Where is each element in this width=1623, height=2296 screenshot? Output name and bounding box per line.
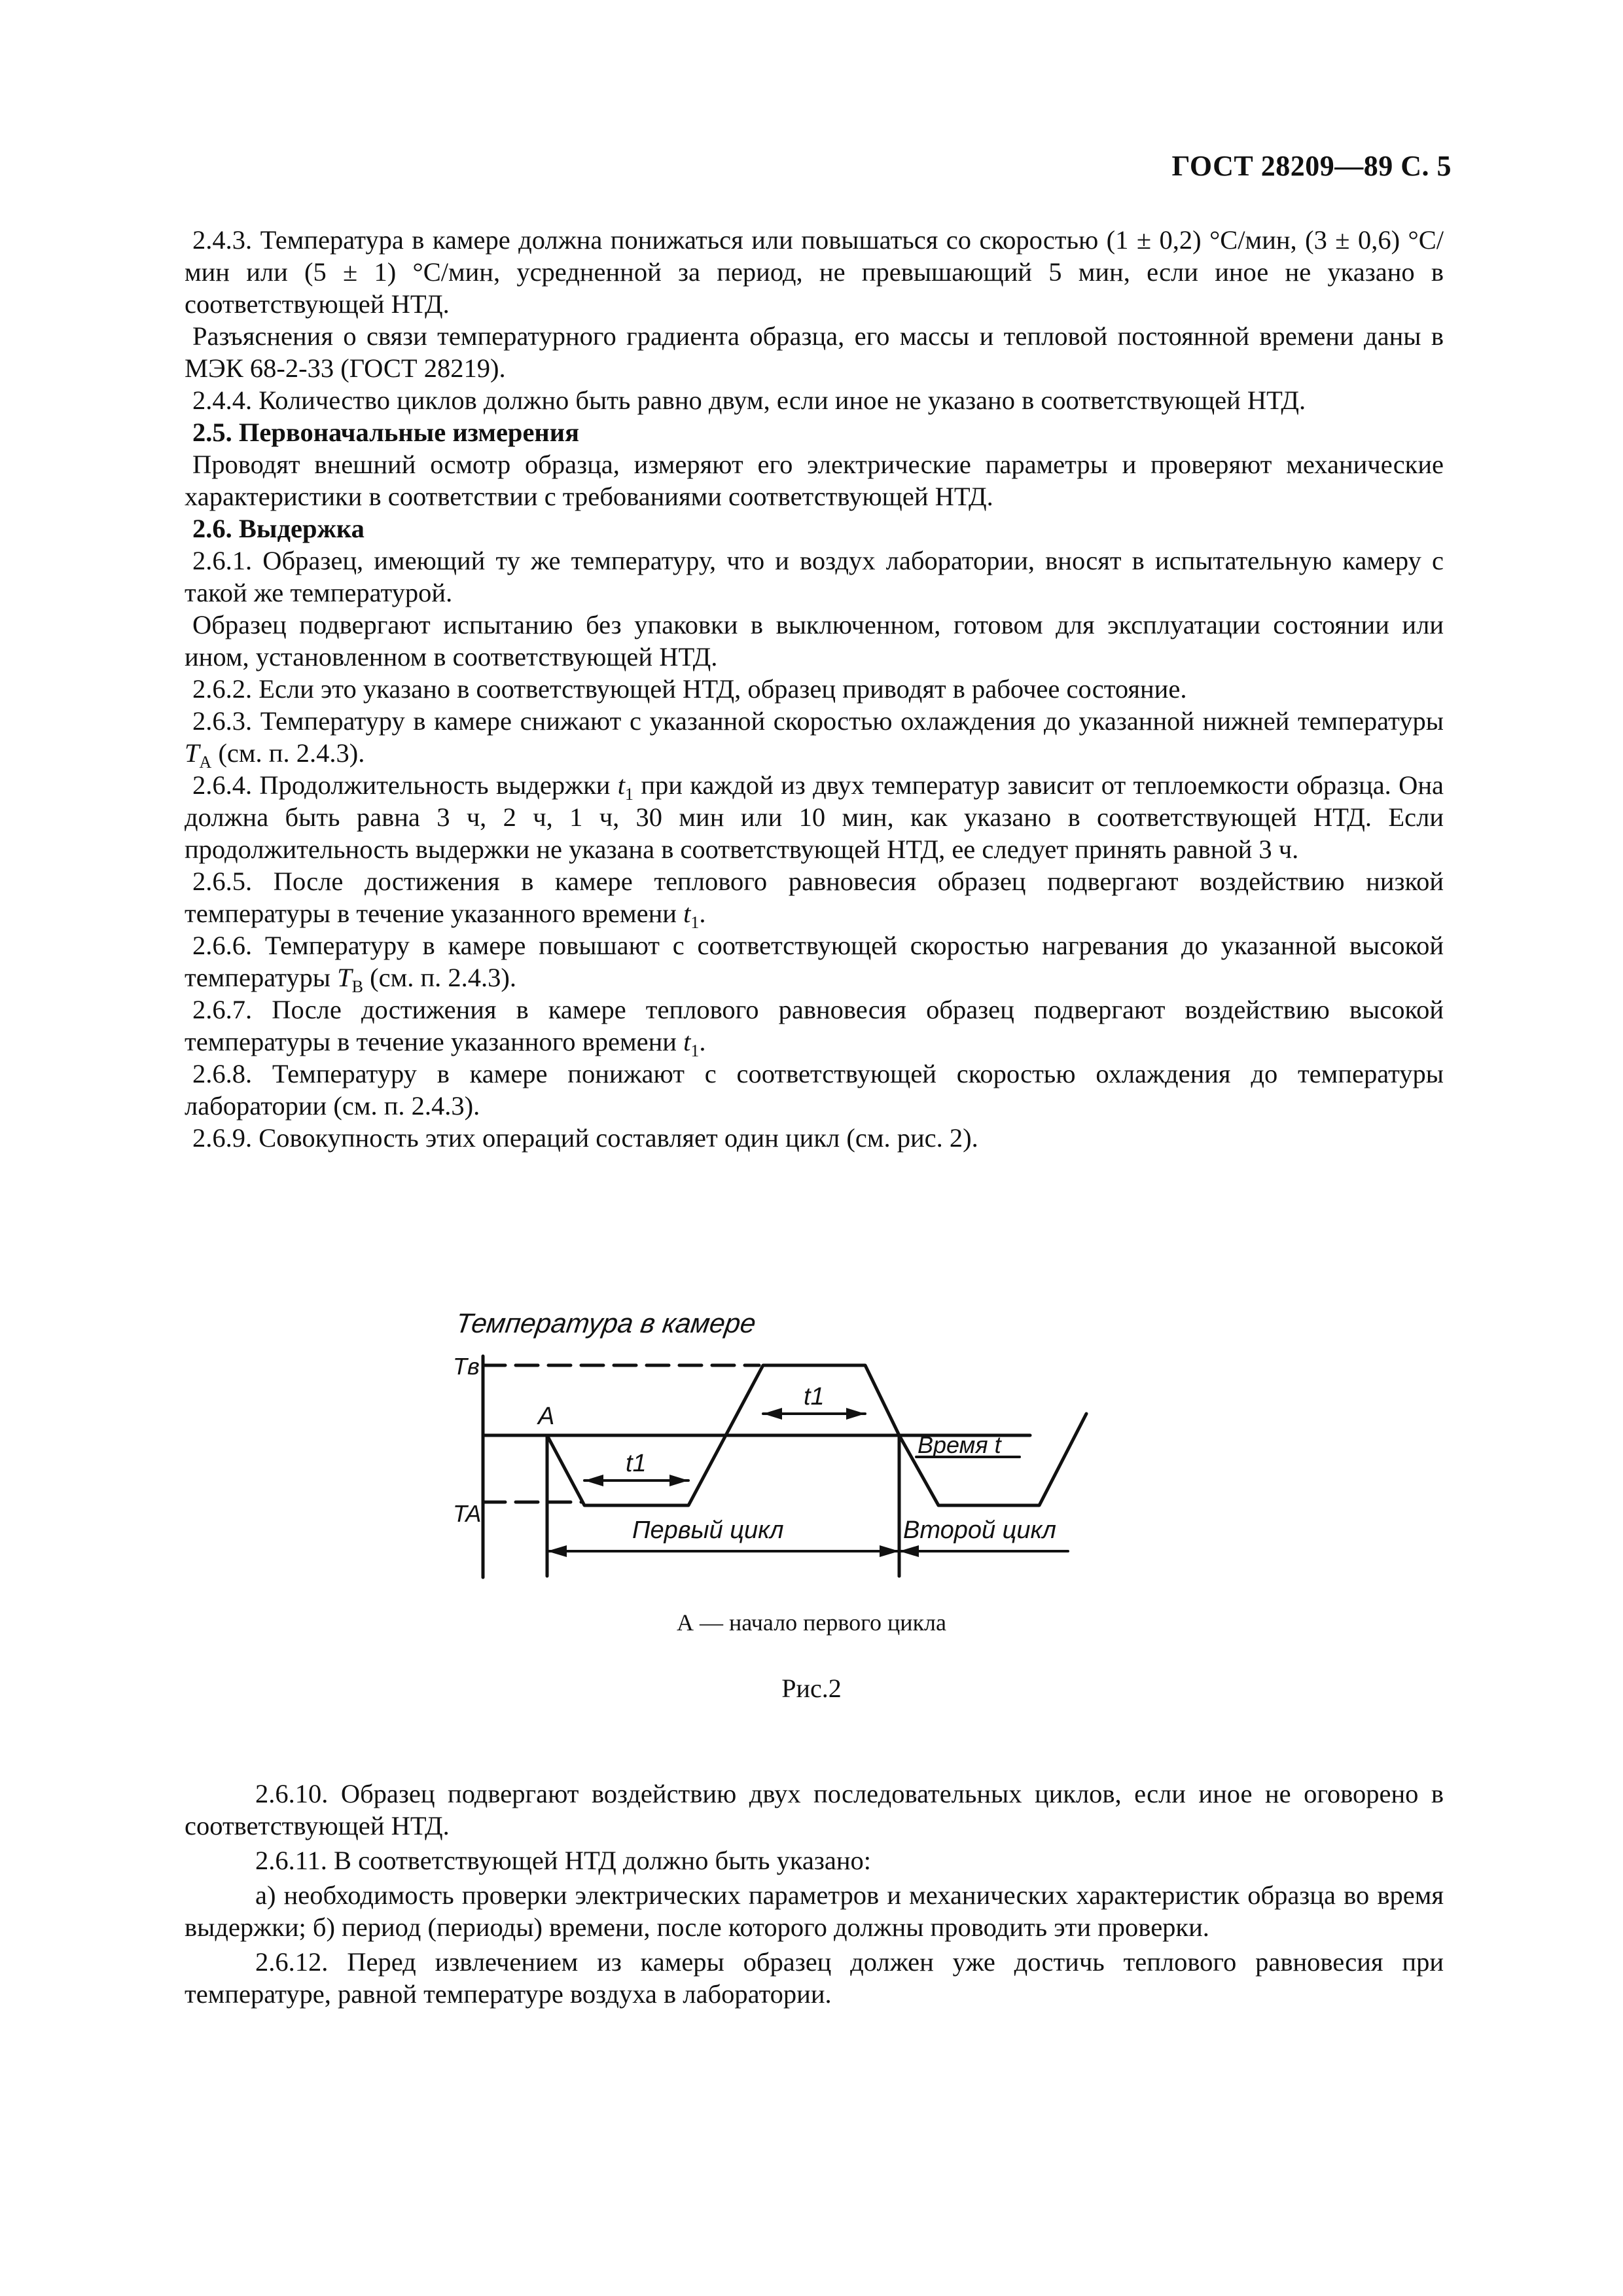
second-cycle-label: Второй цикл: [903, 1516, 1056, 1544]
t1-label-high: t1: [804, 1383, 825, 1410]
symbol-T: T: [185, 738, 200, 768]
point-a-label: A: [538, 1403, 555, 1430]
paragraph-2-6-3: 2.6.3. Температуру в камере снижают с указанной скоростью охлаждения до указанной нижней температуры $T_A$ (см. п. 2.4.3).: [185, 706, 1444, 772]
tb-label: Tв: [453, 1353, 480, 1380]
paragraph-sample-unpacked: Образец подвергают испытанию без упаковки в выключенном, готовом для эксплуатации состоянии или ином, установленном в соответствующей НТД.: [185, 610, 1444, 672]
dimension-arrows: [547, 1408, 919, 1557]
paragraph-2-6-2: 2.6.2. Если это указано в соответствующей НТД, образец приводят в рабочее состояние.: [192, 674, 1187, 704]
subscript-1: 1: [690, 1041, 700, 1061]
paragraph-2-6-11: 2.6.11. В соответствующей НТД должно быть указано:: [255, 1846, 872, 1875]
subscript-A: A: [199, 753, 212, 772]
paragraph-2-6-4: 2.6.4. Продолжительность выдержки $t_1$ при каждой из двух температур зависит от теплоемкости образца. Она должна быть равна 3 ч, 2 ч, 1 ч, 30 мин или 10 мин, как указано в соответствующей НТД. Если продолжительность выдержки не указана в соответствующей НТД, ее следует принять равной 3 ч.: [185, 770, 1444, 864]
subscript-1: 1: [690, 913, 700, 933]
main-text: [185, 224, 1444, 1154]
ta-label: TA: [453, 1500, 482, 1527]
page-header: ГОСТ 28209—89 С. 5: [1171, 150, 1452, 182]
paragraph-2-6-8: 2.6.8. Температуру в камере понижают с соответствующей скоростью охлаждения до температуры лаборатории (см. п. 2.4.3).: [185, 1059, 1444, 1121]
section-heading-2-6: 2.6. Выдержка: [192, 514, 365, 543]
symbol-t: t: [683, 1027, 691, 1056]
figure-caption: Рис.2: [781, 1674, 842, 1703]
paragraph-2-6-1: 2.6.1. Образец, имеющий ту же температуру, что и воздух лаборатории, вносят в испытательную камеру с такой же температурой.: [185, 546, 1444, 607]
subscript-1: 1: [625, 785, 634, 804]
paragraph-2-4-4: 2.4.4. Количество циклов должно быть равно двум, если иное не указано в соответствующей НТД.: [192, 386, 1306, 415]
paragraph-2-6-5: 2.6.5. После достижения в камере теплового равновесия образец подвергают воздействию низкой температуры в течение указанного времени $t_1$.: [185, 867, 1444, 933]
symbol-t: t: [617, 770, 626, 800]
figure-note: А — начало первого цикла: [677, 1609, 946, 1636]
subscript-B: B: [351, 977, 364, 997]
paragraph-2-4-3: 2.4.3. Температура в камере должна понижаться или повышаться со скоростью (1 ± 0,2) °С/мин, (3 ± 0,6) °С/мин или (5 ± 1) °С/мин, усредненной за период, не превышающий 5 мин, если иное не указано в соответствующей НТД.: [185, 225, 1444, 319]
t1-label-low: t1: [626, 1450, 647, 1477]
paragraph-explanation: Разъяснения о связи температурного градиента образца, его массы и тепловой постоянной времени даны в МЭК 68-2-33 (ГОСТ 28219).: [185, 321, 1444, 383]
time-axis-label: Время t: [918, 1431, 1001, 1458]
paragraph-2-6-10: 2.6.10. Образец подвергают воздействию двух последовательных циклов, если иное не оговорено в соответствующей НТД.: [185, 1779, 1444, 1840]
symbol-t: t: [683, 899, 691, 928]
paragraph-2-6-6: 2.6.6. Температуру в камере повышают с соответствующей скоростью нагревания до указанной высокой температуры $T_B$ (см. п. 2.4.3).: [185, 931, 1444, 997]
paragraph-2-6-7: 2.6.7. После достижения в камере теплового равновесия образец подвергают воздействию высокой температуры в течение указанного времени $t_1$.: [185, 995, 1444, 1061]
lower-text: [185, 1778, 1444, 2010]
symbol-T: T: [337, 963, 352, 992]
first-cycle-label: Первый цикл: [632, 1516, 784, 1544]
temperature-profile: [547, 1365, 1086, 1505]
paragraph-initial-measurements: Проводят внешний осмотр образца, измеряют его электрические параметры и проверяют механические характеристики в соответствии с требованиями соответствующей НТД.: [185, 450, 1444, 511]
paragraph-2-6-11-items: а) необходимость проверки электрических параметров и механических характеристик образца во время выдержки; б) период (периоды) времени, после которого должны проводить эти проверки.: [185, 1880, 1444, 1942]
paragraph-2-6-9: 2.6.9. Совокупность этих операций составляет один цикл (см. рис. 2).: [192, 1123, 978, 1153]
figure-title: Температура в камере: [454, 1308, 758, 1338]
section-heading-2-5: 2.5. Первоначальные измерения: [192, 418, 580, 447]
paragraph-2-6-12: 2.6.12. Перед извлечением из камеры образец должен уже достичь теплового равновесия при температуре, равной температуре воздуха в лаборатории.: [185, 1947, 1444, 2009]
